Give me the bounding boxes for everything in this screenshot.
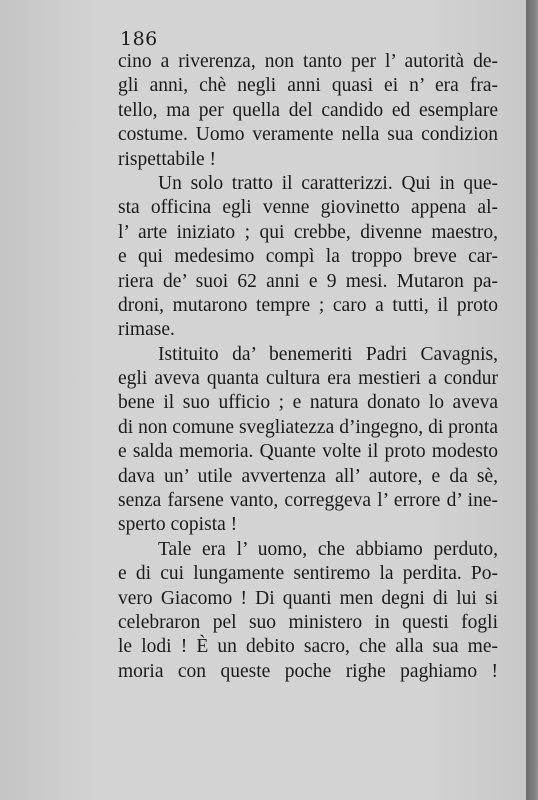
text-line: tello, ma per quella del candido ed esemplare (118, 99, 498, 121)
text-line: rimase. (118, 319, 175, 341)
text-line: e salda memoria. Quante volte il proto modesto (118, 441, 498, 463)
text-line: le lodi ! È un debito sacro, che alla sua me- (118, 636, 498, 658)
text-line: l’ arte iniziato ; qui crebbe, divenne maestro, (118, 221, 498, 243)
text-line: di non comune svegliatezza d’ingegno, di pronta (118, 416, 498, 438)
text-line: bene il suo ufficio ; e natura donato lo aveva (118, 392, 498, 414)
text-line: rispettabile ! (118, 148, 217, 170)
text-line: costume. Uomo veramente nella sua condizion (118, 124, 498, 146)
body-text (118, 50, 498, 684)
text-line: riera de’ suoi 62 anni e 9 mesi. Mutaron pa- (118, 270, 498, 292)
text-line: celebraron pel suo ministero in questi fogli (118, 611, 498, 633)
text-line: e qui medesimo compì la troppo breve car- (118, 246, 498, 268)
text-line: sta officina egli venne giovinetto appena al- (118, 197, 498, 219)
text-line: gli anni, chè negli anni quasi ei n’ era fra- (118, 75, 498, 97)
text-line: vero Giacomo ! Di quanti men degni di lui si (118, 587, 498, 609)
text-line: droni, mutarono tempre ; caro a tutti, il proto (118, 294, 498, 316)
text-line: e di cui lungamente sentiremo la perdita. Po- (118, 563, 498, 585)
text-line: dava un’ utile avvertenza all’ autore, e da sè, (118, 465, 498, 487)
text-line: Un solo tratto il caratterizzi. Qui in que- (158, 172, 498, 194)
text-line: sperto copista ! (118, 514, 238, 536)
text-line: Tale era l’ uomo, che abbiamo perduto, (158, 538, 498, 560)
page-number: 186 (120, 28, 158, 50)
text-line: moria con queste poche righe paghiamo ! (118, 660, 498, 682)
text-line: Istituito da’ benemeriti Padri Cavagnis, (158, 343, 498, 365)
page-edge (526, 0, 538, 800)
text-line: egli aveva quanta cultura era mestieri a condur (118, 368, 498, 390)
text-line: cino a riverenza, non tanto per l’ autorità de- (118, 51, 498, 72)
text-line: senza farsene vanto, correggeva l’ errore d’ ine- (118, 490, 498, 512)
